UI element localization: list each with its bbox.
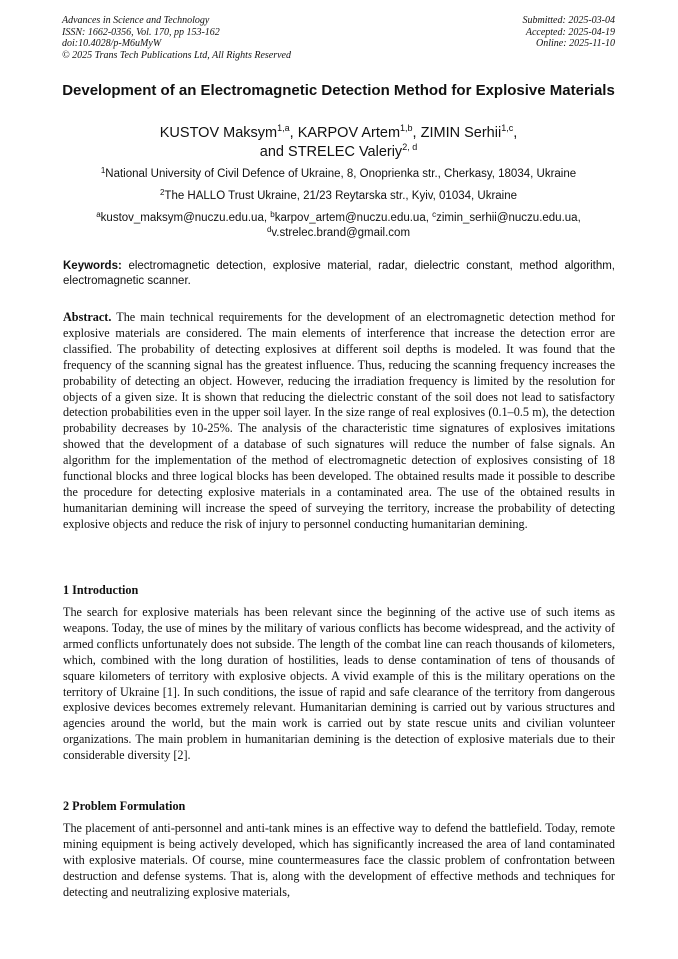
author-name: KARPOV Artem: [297, 125, 401, 141]
submission-dates: [523, 15, 616, 50]
section-heading: 1 Introduction: [63, 583, 139, 597]
affiliation-mark: 2: [159, 188, 165, 197]
keywords-text: electromagnetic detection, explosive material, radar, dielectric constant, method algorithm, electromagnetic scanner.: [63, 260, 616, 287]
author-name: KUSTOV Maksym: [159, 125, 278, 141]
email-address[interactable]: zimin_serhii@nuczu.edu.ua: [436, 212, 578, 224]
affiliation: [62, 189, 615, 204]
email-address[interactable]: karpov_artem@nuczu.edu.ua: [274, 212, 426, 224]
email-mark: d: [266, 225, 272, 234]
abstract-block: [63, 310, 615, 533]
author-affiliation-mark: 1,b: [400, 123, 413, 133]
section-body: The placement of anti-personnel and anti-tank mines is an effective way to defend the battlefield. Today, remote mining equipment is being actively developed, which has significantly increased the area of land contaminated with explosive materials. Of course, mine countermeasures face the classic problem of confrontation between destruction and defense systems. That is, along with the development of effective methods and techniques for detecting and neutralizing explosive materials,: [63, 821, 615, 899]
author-name: ZIMIN Serhii: [420, 125, 502, 141]
affiliation-text: National University of Civil Defence of Ukraine, 8, Onoprienka str., Cherkasy, 18034, Ukraine: [105, 168, 577, 180]
affiliation: [62, 167, 615, 182]
journal-doi: doi:10.4028/p-M6uMyW: [62, 38, 162, 49]
keywords-label: Keywords:: [63, 260, 122, 272]
author-affiliation-mark: 1,a: [277, 123, 290, 133]
accepted-date: Accepted: 2025-04-19: [525, 26, 615, 38]
author-affiliation-mark: 2, d: [402, 142, 418, 152]
abstract-label: Abstract.: [63, 310, 112, 324]
journal-name: Advances in Science and Technology: [62, 15, 210, 26]
email-mark: a: [96, 210, 101, 219]
paper-title: Development of an Electromagnetic Detection Method for Explosive Materials: [62, 82, 615, 99]
author-name: STRELEC Valeriy: [288, 144, 403, 160]
email-mark: c: [432, 210, 437, 219]
journal-info: [62, 15, 291, 61]
submitted-date: Submitted: 2025-03-04: [522, 15, 615, 26]
journal-issn: ISSN: 1662-0356, Vol. 170, pp 153-162: [62, 26, 220, 38]
affiliation-mark: 1: [100, 166, 106, 175]
online-date: Online: 2025-11-10: [536, 38, 615, 49]
author-list: KUSTOV Maksym$^{1,a}$, KARPOV Artem$^{1,b}$, ZIMIN Serhii$^{1,c}$, and STRELEC Valeriy$^{2, d}$: [159, 123, 518, 160]
author-emails: $^a$kustov_maksym@nuczu.edu.ua, $^b$karpov_artem@nuczu.edu.ua, $^c$zimin_serhii@nuczu.edu.ua, $^d$v.strelec.brand@gmail.com: [96, 210, 581, 239]
journal-copyright: © 2025 Trans Tech Publications Ltd, All Rights Reserved: [62, 49, 291, 61]
email-address[interactable]: kustov_maksym@nuczu.edu.ua: [100, 212, 264, 224]
email-address[interactable]: v.strelec.brand@gmail.com: [271, 227, 411, 239]
section-body: The search for explosive materials has been relevant since the beginning of the active use of such items as weapons. Today, the use of mines by the military of various conflicts has become widespread, and the activity of armed conflicts unfortunately does not subside. The length of the combat line can reach thousands of kilometers, which, combined with the long duration of hostilities, leads to dense contamination of tens of thousands of square kilometers of territory with explosive objects. A vivid example of this is the military operations on the territory of Ukraine [1]. In such conditions, the issue of rapid and safe clearance of the territory from dangerous explosive devices becomes extremely relevant. Humanitarian demining is carried out by various structures and agencies around the world, but the main work is carried out by state rescue units and civilian volunteer organizations. The main problem in humanitarian demining is the detection of explosive materials due to their considerable diversity [2].: [63, 605, 615, 763]
section-heading: 2 Problem Formulation: [63, 799, 186, 813]
email-mark: b: [270, 210, 275, 219]
affiliation-text: The HALLO Trust Ukraine, 21/23 Reytarska str., Kyiv, 01034, Ukraine: [164, 190, 518, 202]
abstract-text: The main technical requirements for the development of an electromagnetic detection method for explosive materials are considered. The main elements of interference that increase the detection error are classified. The probability of detecting explosives at different soil depths is modeled. It was found that the frequency of the scanning signal has the greatest influence. Thus, reducing the scanning frequency increases the probability of detecting an object. However, reducing the irradiation frequency is limited by the resolution for objects of a given size. It is shown that reducing the dielectric constant of the soil does not lead to satisfactory detection probabilities even in the upper soil layer. In the size range of real explosives (0.1–0.5 m), the detection probability decreases by 10-25%. The analysis of the characteristic time signatures of explosives imitations showed that the development of a database of such signatures will reduce the number of false signals. An algorithm for the implementation of the method of electromagnetic detection of explosives consisting of 18 functional blocks and three logical blocks has been developed. The obtained results made it possible to describe the procedure for detecting explosive materials in a contaminated area. The use of the obtained results in humanitarian demining will increase the speed of surveying the territory, increase the probability of detecting explosive objects and reduce the risk of injury to personnel conducting humanitarian demining.: [63, 310, 615, 531]
author-affiliation-mark: 1,c: [501, 123, 514, 133]
keywords-block: [63, 259, 615, 289]
